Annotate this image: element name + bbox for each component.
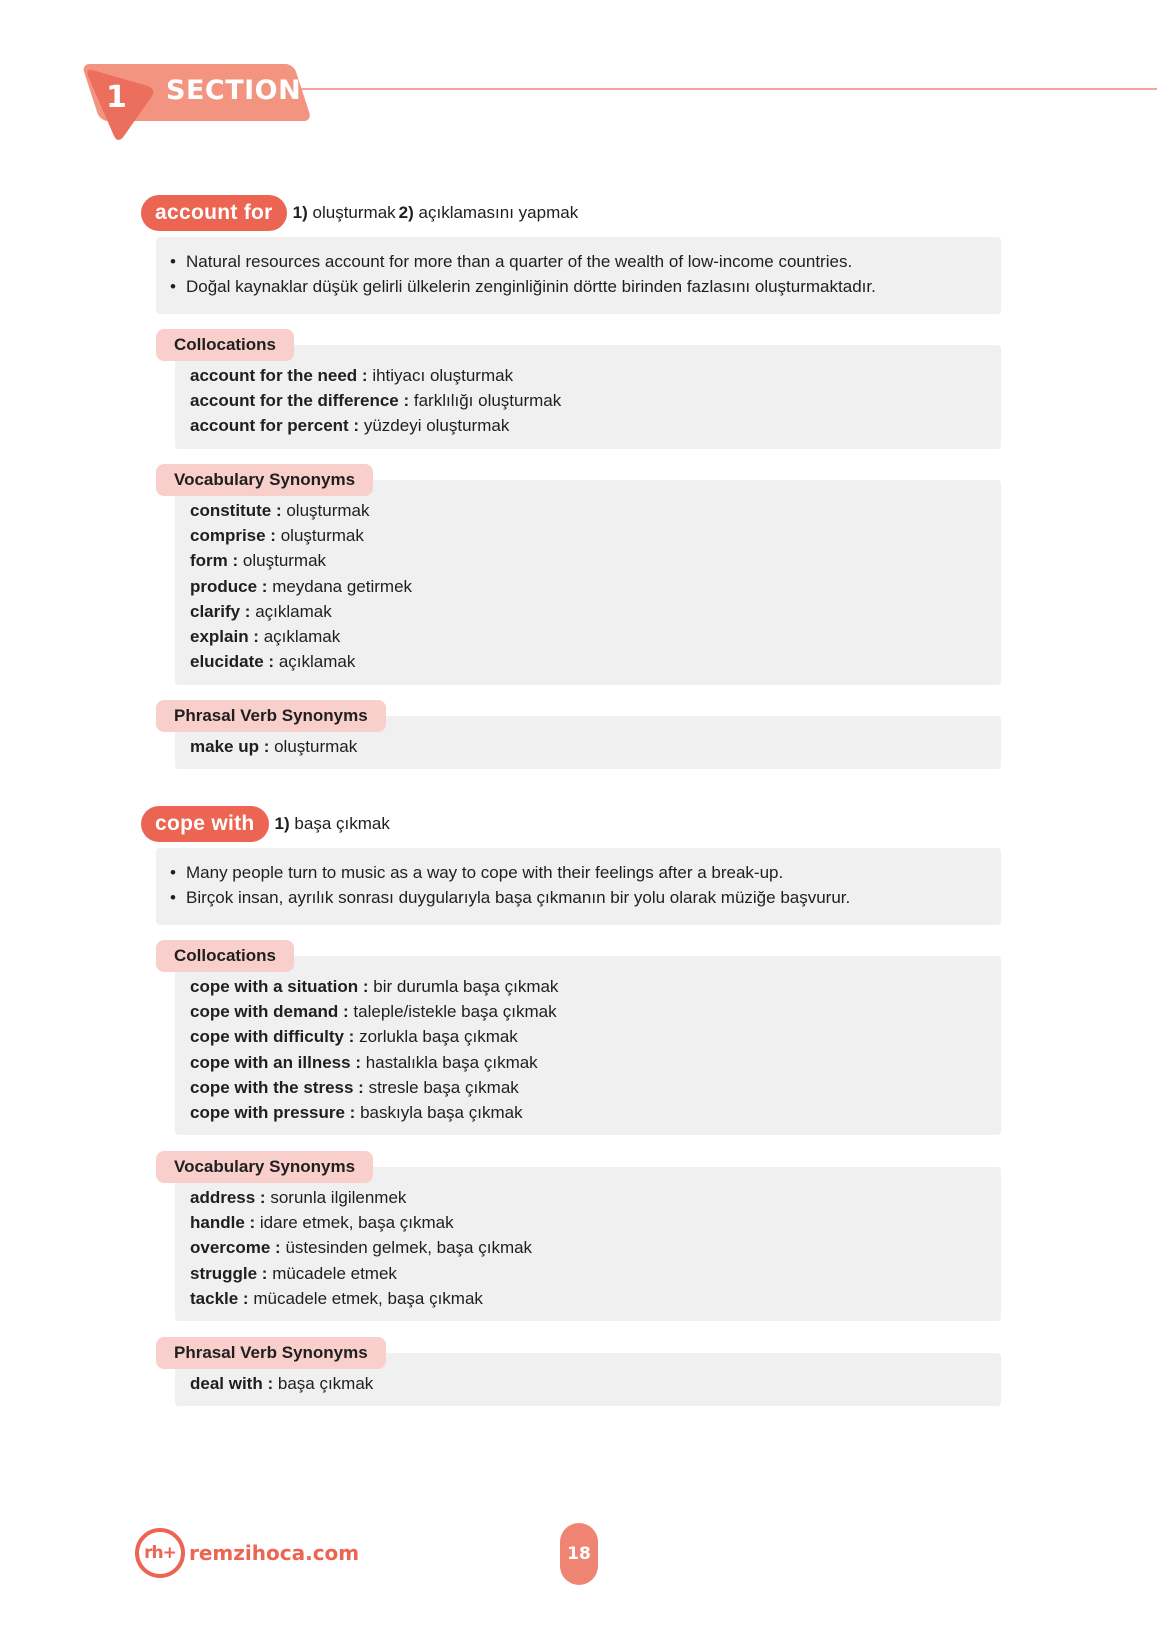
term-pill: account for [141,195,287,231]
meaning-number: 1) [274,814,290,833]
example-text: Natural resources account for more than a quarter of the wealth of low-income countries. [186,252,853,271]
example-text: Doğal kaynaklar düşük gelirli ülkelerin zenginliğinin dörtte birinden fazlasını oluşturmaktadır. [186,277,876,296]
page-number: 18 [560,1523,598,1585]
term-meaning-2 [399,203,579,223]
phrasal-verb-item: make up : oluşturmak [190,737,358,756]
term-meaning-1 [293,203,396,223]
example-text: Birçok insan, ayrılık sonrası duygularıyla başa çıkmanın bir yolu olarak müziğe başvurur. [186,888,851,907]
synonym-item: explain : açıklamak [190,627,341,647]
collocations-tag: Collocations [156,329,294,361]
phrasal-verb-synonyms-tag: Phrasal Verb Synonyms [156,1337,386,1369]
section-label: SECTION [166,75,302,106]
collocations-tag: Collocations [156,940,294,972]
collocation-item: account for the difference : farklılığı oluşturmak [190,391,562,411]
collocation-item: account for percent : yüzdeyi oluşturmak [190,416,510,436]
term-meaning-1 [275,814,390,834]
collocation-item: cope with difficulty : zorlukla başa çıkmak [190,1027,518,1047]
logo-text: remzihoca.com [189,1541,360,1565]
synonym-item: produce : meydana getirmek [190,576,413,596]
meaning-number: 1) [292,203,308,222]
collocations-box [175,345,1001,449]
synonym-item: comprise : oluşturmak [190,526,364,546]
collocation-item: cope with a situation : bir durumla başa çıkmak [190,977,559,996]
example-box [156,237,1001,314]
example-sentence-tr [170,274,987,299]
synonym-item: struggle : mücadele etmek [190,1263,397,1283]
site-logo[interactable] [135,1528,359,1578]
bullet-icon: • [170,863,176,882]
meaning-text: oluşturmak [312,203,396,222]
synonym-item: constitute : oluşturmak [190,501,370,520]
logo-mark-icon: rh+ [135,1528,185,1578]
phrasal-verb-item: deal with : başa çıkmak [190,1374,374,1393]
section-number: 1 [106,80,127,115]
term-row [141,806,390,842]
synonym-item: form : oluşturmak [190,551,327,571]
synonym-item: tackle : mücadele etmek, başa çıkmak [190,1288,483,1308]
synonym-item: clarify : açıklamak [190,601,332,621]
synonym-item: address : sorunla ilgilenmek [190,1188,407,1207]
vocabulary-synonyms-box [175,480,1001,685]
example-sentence-en [170,249,987,274]
collocation-item: cope with the stress : stresle başa çıkmak [190,1077,519,1097]
bullet-icon: • [170,277,176,296]
vocabulary-synonyms-tag: Vocabulary Synonyms [156,1151,373,1183]
section-header [0,0,1157,150]
synonym-item: handle : idare etmek, başa çıkmak [190,1213,454,1233]
example-text: Many people turn to music as a way to cope with their feelings after a break-up. [186,863,784,882]
phrasal-verb-synonyms-tag: Phrasal Verb Synonyms [156,700,386,732]
bullet-icon: • [170,252,176,271]
collocation-item: cope with pressure : baskıyla başa çıkmak [190,1103,523,1123]
example-box [156,848,1001,925]
collocations-box [175,956,1001,1135]
example-sentence-en [170,860,987,885]
collocation-item: cope with an illness : hastalıkla başa çıkmak [190,1052,538,1072]
header-divider-line [300,88,1157,90]
synonym-item: overcome : üstesinden gelmek, başa çıkmak [190,1238,533,1258]
term-row [141,195,578,231]
meaning-text: başa çıkmak [294,814,390,833]
term-pill: cope with [141,806,269,842]
bullet-icon: • [170,888,176,907]
collocation-item: account for the need : ihtiyacı oluşturmak [190,366,514,385]
synonym-item: elucidate : açıklamak [190,652,356,672]
vocabulary-synonyms-tag: Vocabulary Synonyms [156,464,373,496]
meaning-text: açıklamasını yapmak [418,203,579,222]
meaning-number: 2) [398,203,414,222]
example-sentence-tr [170,885,987,910]
collocation-item: cope with demand : taleple/istekle başa çıkmak [190,1002,557,1022]
vocabulary-synonyms-box [175,1167,1001,1321]
